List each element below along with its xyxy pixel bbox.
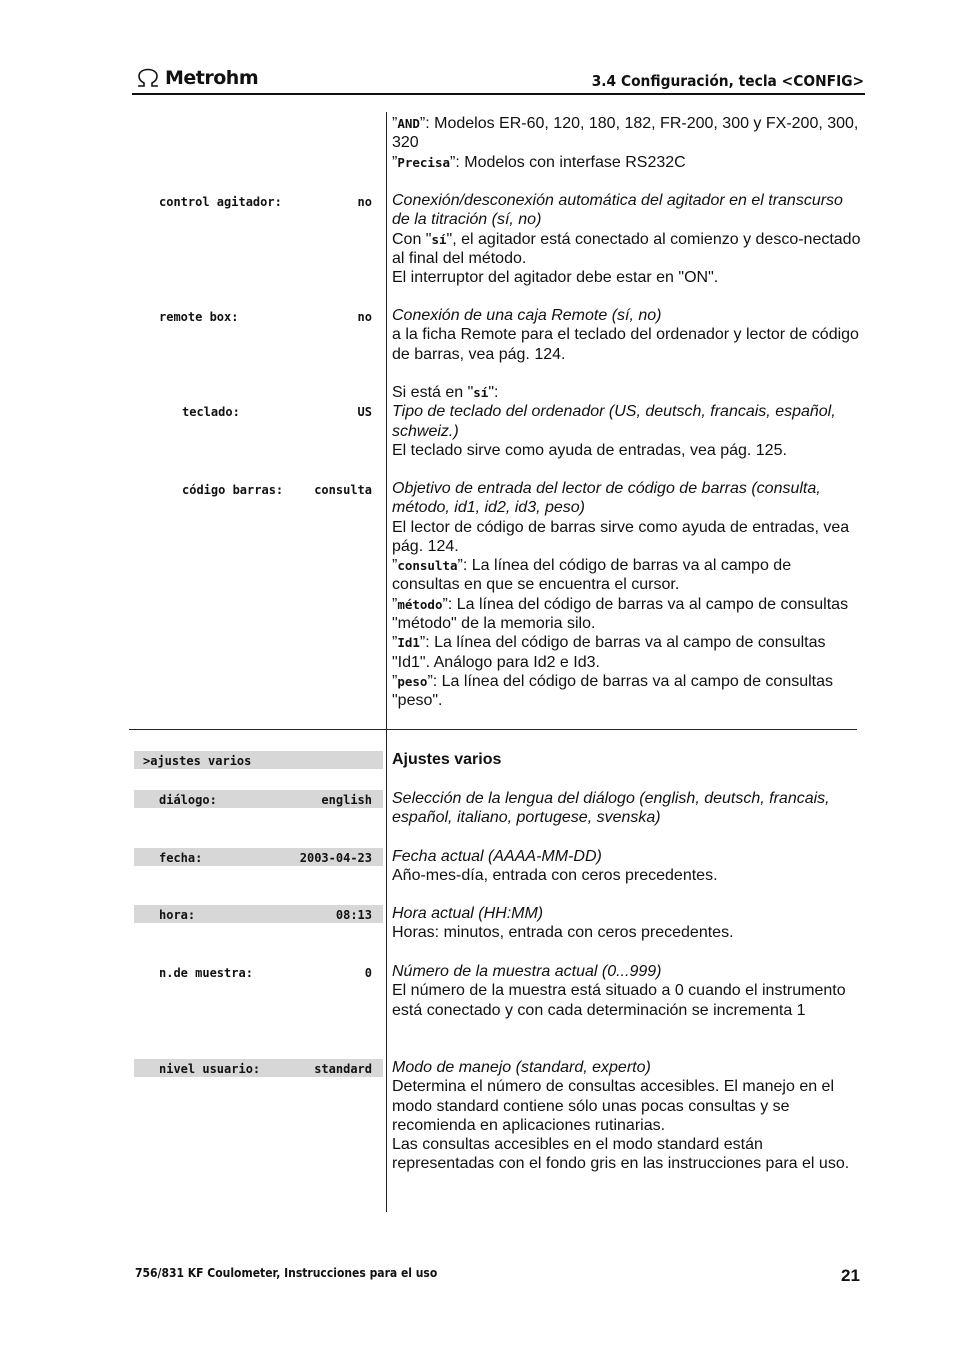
fecha-desc: Fecha actual (AAAA-MM-DD) Año-mes-día, entrada con ceros precedentes. [392, 848, 718, 885]
precisa-text: : Modelos con interfase RS232C [455, 153, 686, 171]
teclado-desc-title: Tipo de teclado del ordenador (US, deutsch, francais, español, schweiz.) [392, 403, 836, 440]
remote-box-desc: Conexión de una caja Remote (sí, no) a la ficha Remote para el teclado del ordenador y lector de código de barras, vea pág. 124. [392, 307, 859, 363]
fecha-value: 2003-04-23 [299, 851, 372, 865]
teclado-label: teclado: [182, 405, 240, 419]
header-rule [132, 93, 865, 95]
nivel-usuario-label: nivel usuario: [159, 1062, 261, 1076]
fecha-label: fecha: [159, 851, 203, 865]
section-divider [129, 729, 857, 730]
and-code: AND [397, 116, 420, 131]
column-divider [386, 112, 387, 1212]
dialogo-desc: Selección de la lengua del diálogo (english, deutsch, francais, español, italiano, portugese, svenska) [392, 790, 830, 827]
section-title: 3.4 Configuración, tecla <CONFIG> [591, 72, 864, 90]
teclado-value: US [357, 405, 372, 419]
codigo-barras-label: código barras: [182, 483, 284, 497]
and-text: : Modelos ER-60, 120, 180, 182, FR-200, 300 y FX-200, 300, 320 [392, 115, 859, 152]
hora-label: hora: [159, 908, 196, 922]
control-agitador-value: no [357, 195, 372, 209]
ajustes-heading-block [392, 750, 862, 769]
control-agitador-desc-title: Conexión/desconexión automática del agitador en el transcurso de la titración (sí, no) [392, 192, 843, 229]
footer-doc-title: 756/831 KF Coulometer, Instrucciones para el uso [135, 1266, 438, 1280]
si-code: sí [473, 385, 489, 400]
codigo-barras-value: consulta [314, 483, 372, 497]
remote-box-value: no [357, 310, 372, 324]
brand-name: Metrohm [165, 67, 259, 89]
hora-desc: Hora actual (HH:MM) Horas: minutos, entrada con ceros precedentes. [392, 905, 734, 942]
dialogo-value: english [321, 793, 372, 807]
nivel-usuario-value: standard [314, 1062, 372, 1076]
n-muestra-value: 0 [364, 966, 372, 980]
ajustes-heading: Ajustes varios [392, 751, 502, 768]
remote-box-desc-title: Conexión de una caja Remote (sí, no) [392, 307, 662, 324]
balance-models-block: ”AND”: Modelos ER-60, 120, 180, 182, FR-200, 300 y FX-200, 300, 320 ”Precisa”: Modelos con interfase RS232C [392, 115, 859, 171]
page-number: 21 [841, 1266, 860, 1285]
control-agitador-label: control agitador: [159, 195, 282, 209]
precisa-code: Precisa [397, 154, 451, 170]
omega-icon [135, 68, 161, 88]
dialogo-label: diálogo: [159, 793, 217, 807]
nivel-usuario-desc: Modo de manejo (standard, experto) Determina el número de consultas accesibles. El manejo en el modo standard contiene sólo unas pocas consultas y se recomienda en aplicaciones rutinarias. Las consultas accesibles en el modo standard están representadas con el fondo gris en las instrucciones para el uso. [392, 1059, 850, 1173]
codigo-barras-desc: Objetivo de entrada del lector de código de barras (consulta, método, id1, id2, id3, peso) El lector de código de barras sirve como ayuda de entradas, vea pág. 124. ”consulta”: La línea del código de barras va al campo de consultas en que se encuentra el cursor. ”método”: La línea del código de barras va al campo de consultas "método" de la memoria silo. ”Id1”: La línea del código de barras va al campo de consultas "Id1". Análogo para Id2 e Id3. ”peso”: La línea del código de barras va al campo de consultas "peso". [392, 480, 850, 710]
metrohm-logo [135, 66, 258, 90]
control-agitador-desc: Conexión/desconexión automática del agitador en el transcurso de la titración (sí, no) Con "sí", el agitador está conectado al comienzo y desco-nectado al final del método. El interruptor del agitador debe estar en "ON". [392, 192, 861, 287]
remote-box-label: remote box: [159, 310, 239, 324]
n-muestra-desc: Número de la muestra actual (0...999) El número de la muestra está situado a 0 cuando el instrumento está conectado y con cada determinación se incrementa 1 [392, 963, 846, 1019]
n-muestra-label: n.de muestra: [159, 966, 253, 980]
teclado-desc: Si está en "sí": Tipo de teclado del ordenador (US, deutsch, francais, español, schweiz.) El teclado sirve como ayuda de entradas, vea pág. 125. [392, 384, 836, 459]
ajustes-menu-label: >ajustes varios [143, 754, 252, 768]
codigo-barras-desc-title: Objetivo de entrada del lector de código de barras (consulta, método, id1, id2, id3, peso) [392, 480, 821, 517]
hora-value: 08:13 [335, 908, 372, 922]
si-code: sí [431, 231, 447, 247]
